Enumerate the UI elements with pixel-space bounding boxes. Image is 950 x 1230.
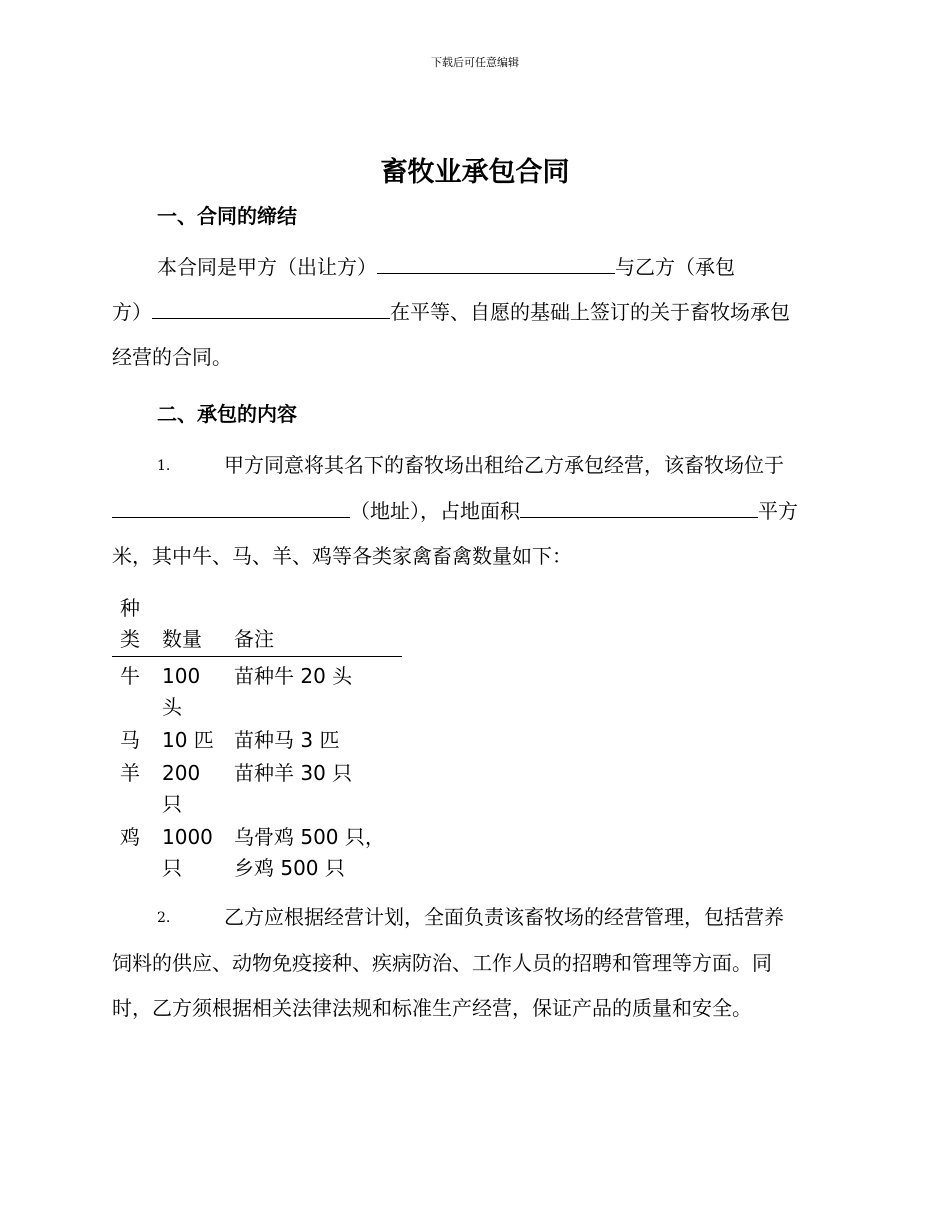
paragraph-line	[112, 290, 837, 335]
paragraph-line	[112, 245, 837, 290]
paragraph-line: 饲料的供应、动物免疫接种、疾病防治、工作人员的招聘和管理等方面。同	[112, 951, 772, 975]
header-remark: 备注	[234, 627, 274, 651]
paragraph-line	[112, 895, 837, 941]
paragraph-line: 时，乙方须根据相关法律法规和标准生产经营，保证产品的质量和安全。	[112, 996, 752, 1020]
paragraph-line	[112, 443, 837, 489]
item-2-paragraph	[112, 895, 837, 1031]
party-b-blank	[152, 298, 390, 319]
cell-quantity	[151, 758, 221, 820]
section-2-heading: 二、承包的内容	[157, 402, 297, 426]
item-2-number: 2.	[157, 910, 171, 926]
text-area-unit: 平方	[758, 499, 798, 523]
livestock-table	[112, 593, 402, 884]
table-row	[112, 661, 402, 723]
item-1-number: 1.	[157, 458, 171, 474]
item-1-paragraph	[112, 443, 837, 579]
cell-remark	[221, 822, 402, 884]
item-1-text: 甲方同意将其名下的畜牧场出租给乙方承包经营，该畜牧场位于	[224, 453, 784, 477]
paragraph-line: 经营的合同。	[112, 345, 232, 369]
item-2-text: 乙方应根据经营计划，全面负责该畜牧场的经营管理，包括营养	[224, 905, 784, 929]
text-party-b: 与乙方（承包	[615, 255, 735, 279]
cell-species: 鸡	[120, 825, 140, 849]
cell-remark: 苗种牛 20 头	[234, 664, 353, 688]
address-blank	[112, 497, 350, 518]
party-a-blank	[377, 253, 615, 274]
cell-quantity	[151, 661, 221, 723]
table-row	[112, 822, 402, 884]
cell-quantity-line: 只	[162, 792, 182, 816]
cell-species: 马	[120, 728, 140, 752]
cell-remark: 苗种马 3 匹	[234, 728, 340, 752]
text-agreement-basis: 在平等、自愿的基础上签订的关于畜牧场承包	[390, 300, 790, 324]
cell-quantity-line: 只	[162, 856, 182, 880]
document-title: 畜牧业承包合同	[380, 157, 570, 188]
text-party-a: 本合同是甲方（出让方）	[157, 255, 377, 279]
cell-quantity-line: 头	[162, 695, 182, 719]
text-party-b-suffix: 方）	[112, 300, 152, 324]
cell-remark-line: 乡鸡 500 只	[234, 856, 345, 880]
cell-species: 牛	[120, 664, 140, 688]
table-row	[112, 725, 402, 756]
header-species-line: 种	[120, 596, 140, 620]
header-quantity: 数量	[162, 627, 202, 651]
cell-quantity-line: 100	[162, 664, 201, 688]
cell-quantity: 10 匹	[162, 728, 214, 752]
cell-species: 羊	[120, 761, 140, 785]
table-row	[112, 758, 402, 820]
header-species	[112, 593, 151, 655]
cell-quantity-line: 1000	[162, 825, 213, 849]
table-header-row	[112, 593, 402, 657]
cell-remark: 苗种羊 30 只	[234, 761, 353, 785]
cell-remark-line: 乌骨鸡 500 只，	[234, 825, 385, 849]
text-address-area: （地址），占地面积	[350, 499, 520, 523]
section-1-heading: 一、合同的缔结	[157, 204, 297, 228]
area-blank	[520, 497, 758, 518]
paragraph-line	[112, 489, 837, 534]
paragraph-line: 米，其中牛、马、羊、鸡等各类家禽畜禽数量如下：	[112, 544, 572, 568]
section-1-paragraph	[112, 245, 837, 380]
page-header-note: 下载后可任意编辑	[431, 56, 519, 69]
cell-quantity-line: 200	[162, 761, 201, 785]
header-species-line: 类	[120, 627, 140, 651]
cell-quantity	[151, 822, 221, 884]
